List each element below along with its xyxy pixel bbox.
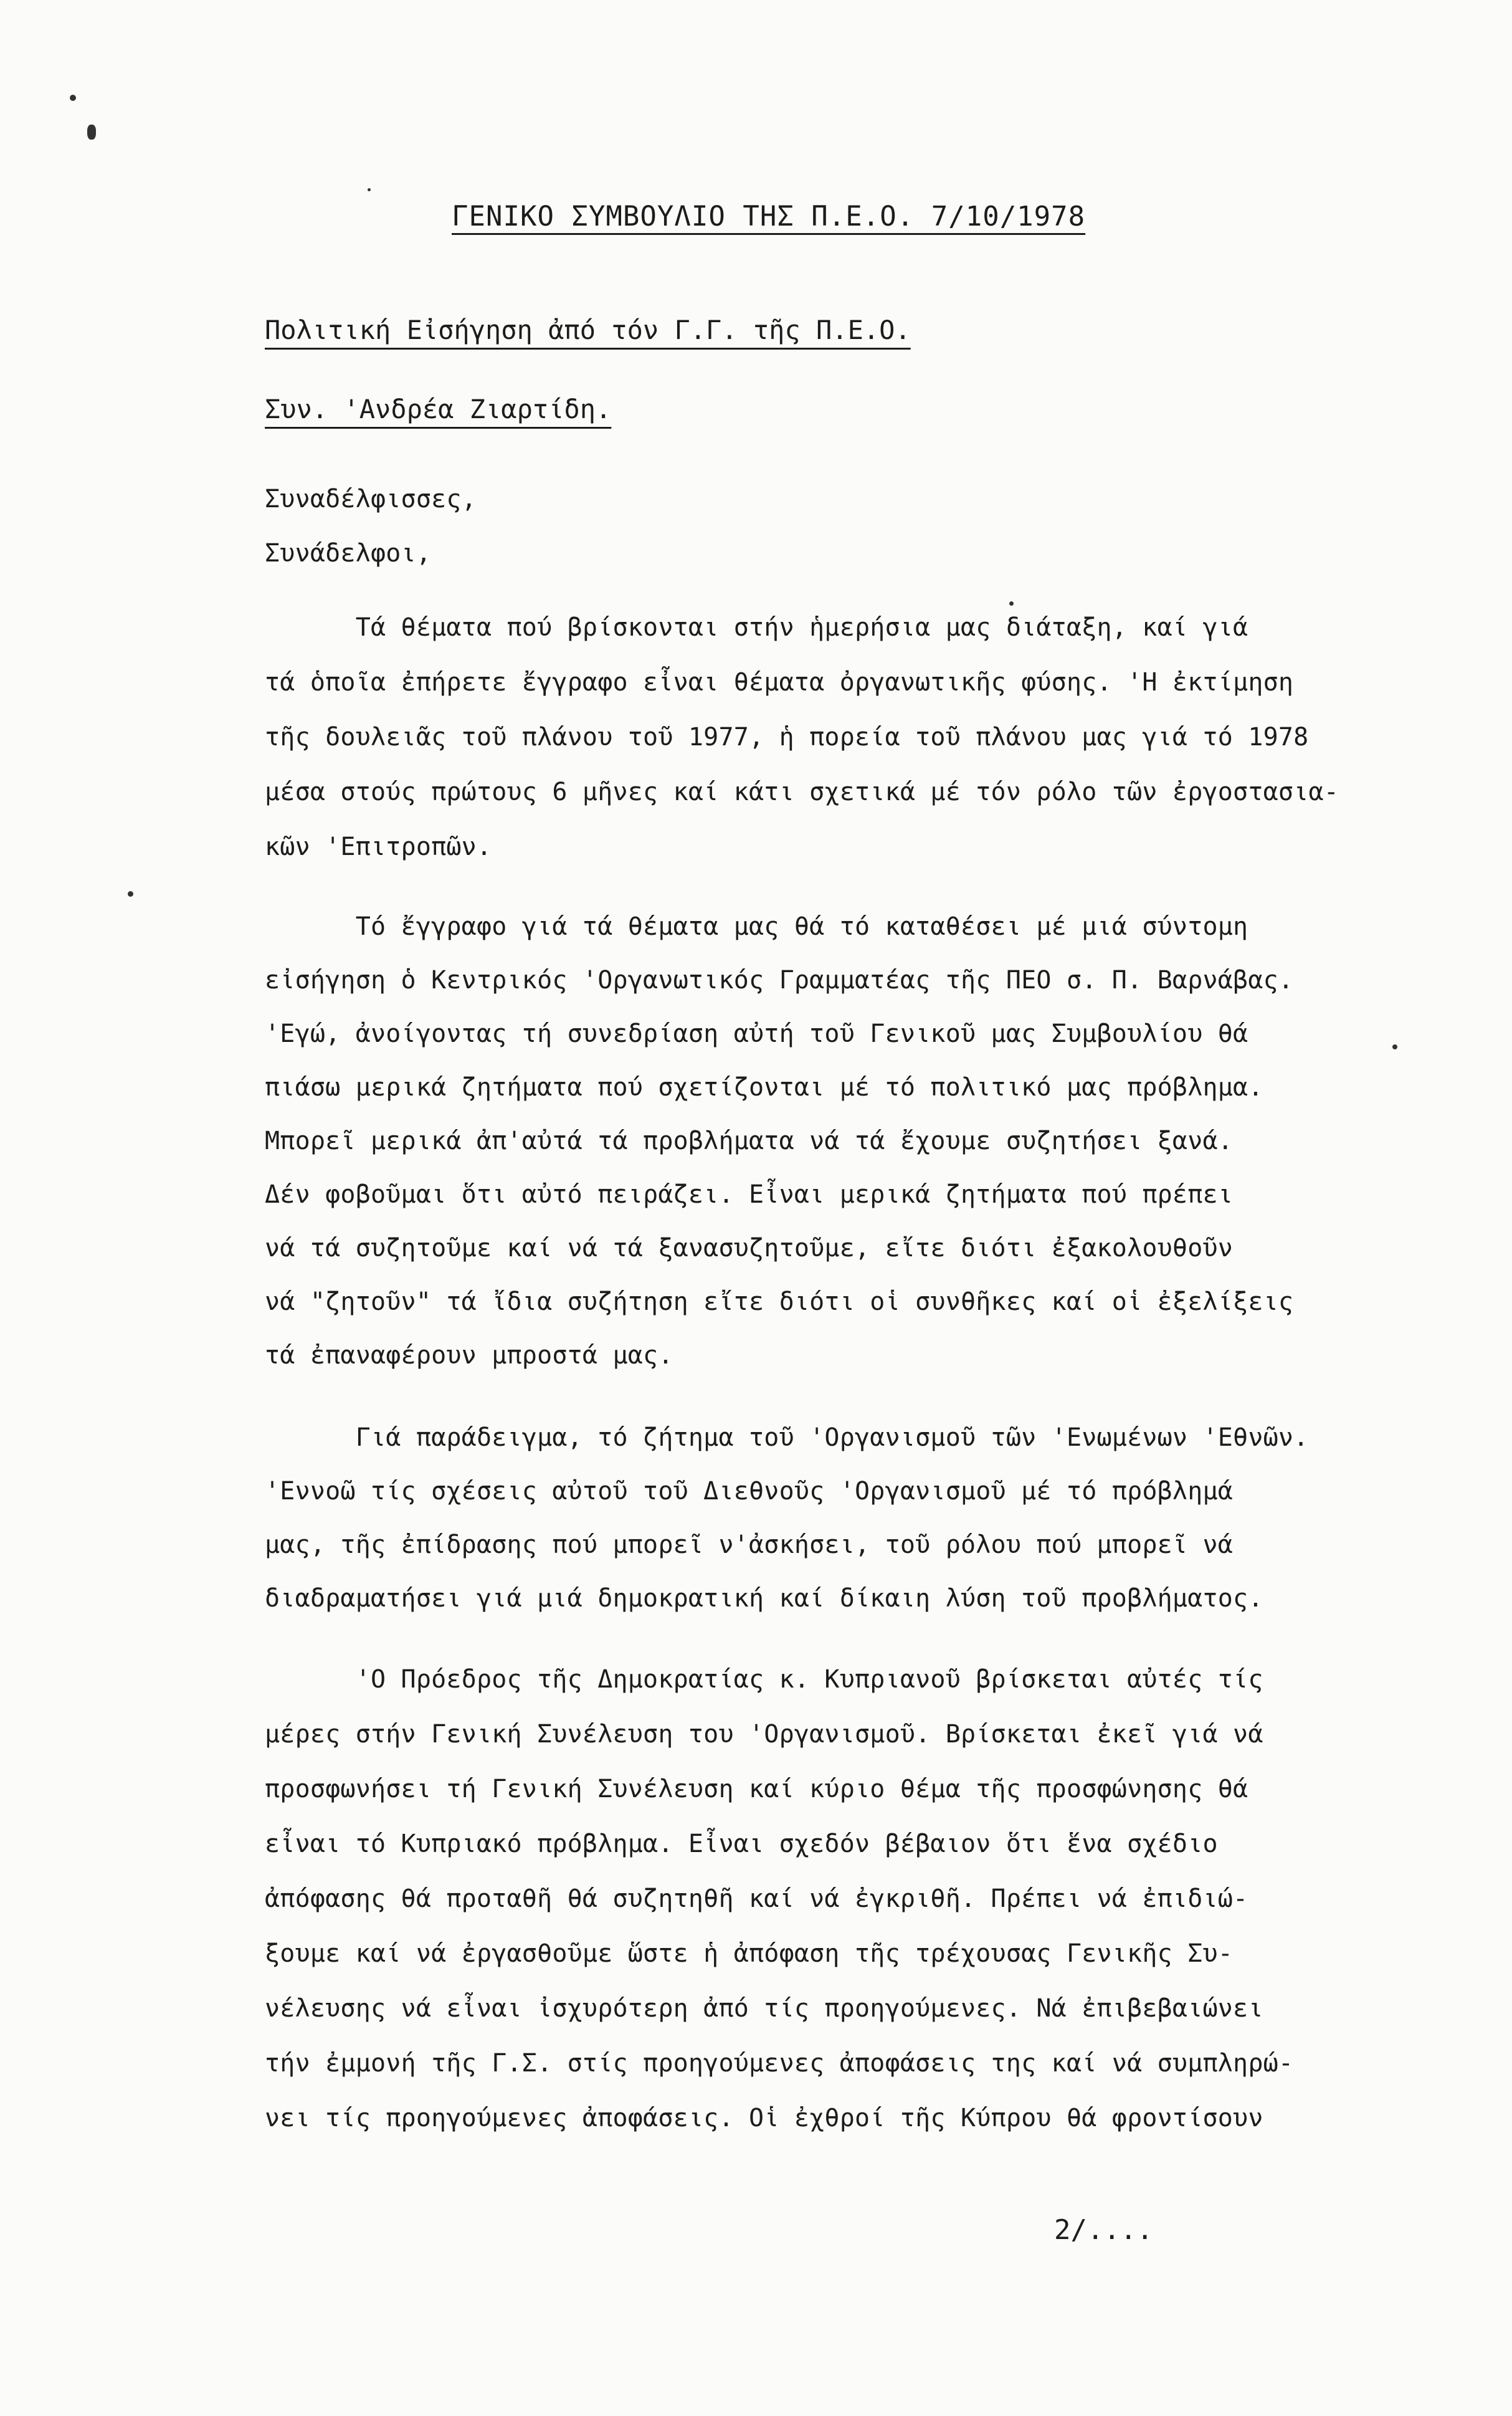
text-line: ξουμε καί νά ἐργασθοῦμε ὥστε ἡ ἀπόφαση τῆς τρέχουσας Γενικῆς Συ- — [265, 1939, 1234, 1968]
text-line: τά ἐπαναφέρουν μπροστά μας. — [265, 1341, 673, 1370]
text-line: εἶναι τό Κυπριακό πρόβλημα. Εἶναι σχεδόν βέβαιον ὅτι ἕνα σχέδιο — [265, 1830, 1218, 1858]
scan-speck — [87, 125, 96, 140]
scan-speck — [128, 891, 133, 897]
text-line: Συνάδελφοι, — [265, 539, 432, 568]
text-line: Συναδέλφισσες, — [265, 485, 477, 513]
page-number: 2/.... — [1054, 2214, 1153, 2246]
text-line: τήν ἐμμονή τῆς Γ.Σ. στίς προηγούμενες ἀποφάσεις της καί νά συμπληρώ- — [265, 2049, 1294, 2078]
text-line: Γιά παράδειγμα, τό ζήτημα τοῦ 'Οργανισμοῦ τῶν 'Ενωμένων 'Εθνῶν. — [265, 1423, 1309, 1452]
text-line: διαδραματήσει γιά μιά δημοκρατική καί δίκαιη λύση τοῦ προβλήματος. — [265, 1584, 1263, 1613]
text-line: νά τά συζητοῦμε καί νά τά ξανασυζητοῦμε, εἴτε διότι ἐξακολουθοῦν — [265, 1234, 1234, 1263]
scan-speck — [1009, 601, 1014, 606]
document-title: ΓΕΝΙΚΟ ΣΥΜΒΟΥΛΙΟ ΤΗΣ Π.Ε.Ο. 7/10/1978 — [452, 201, 1086, 232]
text-line: πιάσω μερικά ζητήματα πού σχετίζονται μέ τό πολιτικό μας πρόβλημα. — [265, 1073, 1263, 1102]
subheading-address: Πολιτική Εἰσήγηση ἀπό τόν Γ.Γ. τῆς Π.Ε.Ο. — [265, 315, 911, 345]
text-line: 'Εννοῶ τίς σχέσεις αὐτοῦ τοῦ Διεθνοῦς 'Οργανισμοῦ μέ τό πρόβλημά — [265, 1477, 1234, 1506]
scan-speck — [70, 95, 76, 101]
text-line: εἰσήγηση ὁ Κεντρικός 'Οργανωτικός Γραμματέας τῆς ΠΕΟ σ. Π. Βαρνάβας. — [265, 966, 1294, 995]
text-line: 'Εγώ, ἀνοίγοντας τή συνεδρίαση αὐτή τοῦ Γενικοῦ μας Συμβουλίου θά — [265, 1019, 1248, 1048]
text-line: μέρες στήν Γενική Συνέλευση του 'Οργανισμοῦ. Βρίσκεται ἐκεῖ γιά νά — [265, 1720, 1263, 1749]
text-line: ἀπόφασης θά προταθῆ θά συζητηθῆ καί νά ἐγκριθῆ. Πρέπει νά ἐπιδιώ- — [265, 1884, 1248, 1913]
text-line: τῆς δουλειᾶς τοῦ πλάνου τοῦ 1977, ἡ πορεία τοῦ πλάνου μας γιά τό 1978 — [265, 723, 1309, 752]
scan-speck — [368, 188, 371, 191]
text-line: προσφωνήσει τή Γενική Συνέλευση καί κύριο θέμα τῆς προσφώνησης θά — [265, 1775, 1248, 1803]
text-line: νά "ζητοῦν" τά ἴδια συζήτηση εἴτε διότι οἱ συνθῆκες καί οἱ ἐξελίξεις — [265, 1287, 1294, 1316]
text-line: Τό ἔγγραφο γιά τά θέματα μας θά τό καταθέσει μέ μιά σύντομη — [265, 912, 1248, 941]
text-line: νέλευσης νά εἶναι ἰσχυρότερη ἀπό τίς προηγούμενες. Νά ἐπιβεβαιώνει — [265, 1994, 1263, 2023]
text-line: τά ὁποῖα ἐπήρετε ἔγγραφο εἶναι θέματα ὀργανωτικῆς φύσης. 'Η ἐκτίμηση — [265, 668, 1294, 697]
text-line: μας, τῆς ἐπίδρασης πού μπορεῖ ν'ἀσκήσει, τοῦ ρόλου πού μπορεῖ νά — [265, 1530, 1234, 1559]
text-line: μέσα στούς πρώτους 6 μῆνες καί κάτι σχετικά μέ τόν ρόλο τῶν ἐργοστασια- — [265, 778, 1339, 806]
text-line: κῶν 'Επιτροπῶν. — [265, 833, 492, 861]
subheading-speaker: Συν. 'Ανδρέα Ζιαρτίδη. — [265, 394, 612, 424]
text-line: νει τίς προηγούμενες ἀποφάσεις. Οἱ ἐχθροί τῆς Κύπρου θά φροντίσουν — [265, 2104, 1263, 2132]
scan-speck — [1392, 1044, 1397, 1049]
text-line: 'Ο Πρόεδρος τῆς Δημοκρατίας κ. Κυπριανοῦ βρίσκεται αὐτές τίς — [265, 1665, 1263, 1694]
text-line: Τά θέματα πού βρίσκονται στήν ἡμερήσια μας διάταξη, καί γιά — [265, 613, 1248, 642]
text-line: Δέν φοβοῦμαι ὅτι αὐτό πειράζει. Εἶναι μερικά ζητήματα πού πρέπει — [265, 1180, 1234, 1209]
text-line: Μπορεῖ μερικά ἀπ'αὐτά τά προβλήματα νά τά ἔχουμε συζητήσει ξανά. — [265, 1127, 1234, 1155]
